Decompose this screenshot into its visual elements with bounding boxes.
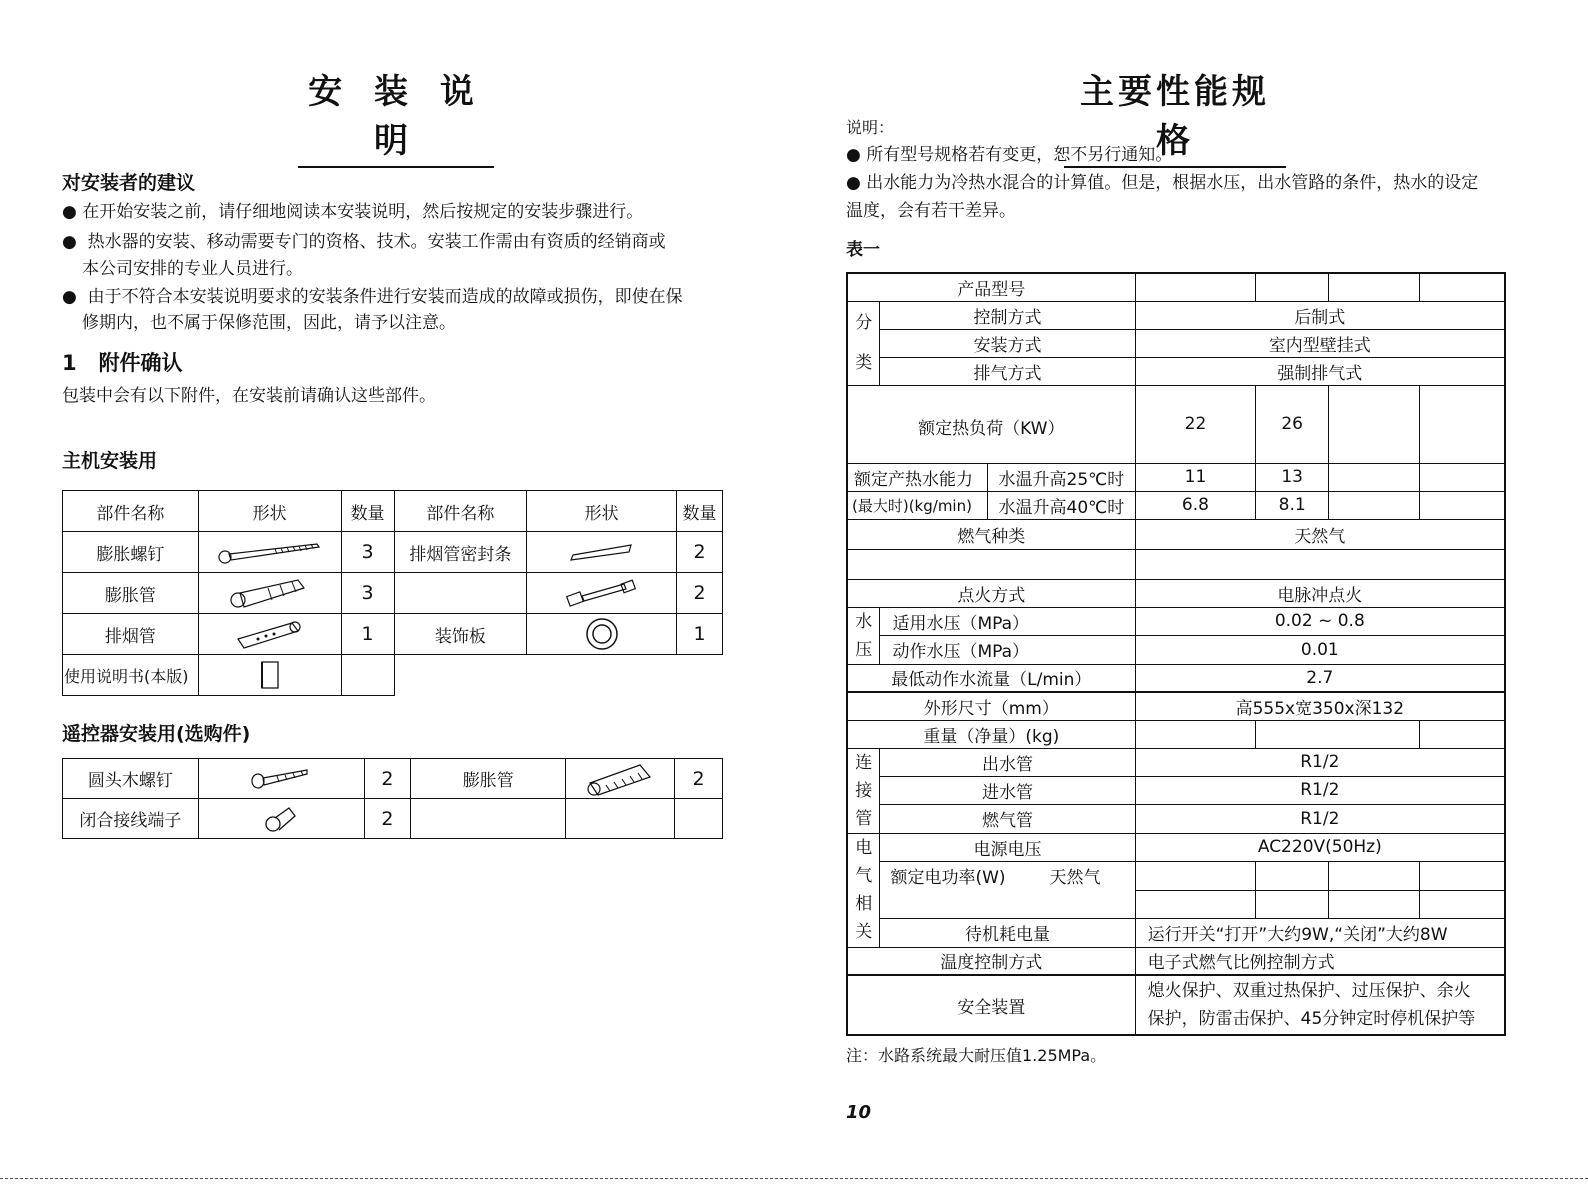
remote-accessory-table (62, 758, 723, 839)
section-1-text: 包装中会有以下附件，在安装前请确认这些部件。 (62, 386, 436, 406)
label-ignition: 点火方式 (847, 579, 1135, 607)
spec-row-in-pipe (847, 776, 1505, 804)
wood-screw-icon (198, 759, 364, 799)
label-in-pipe: 进水管 (880, 776, 1135, 804)
advice-item-3: ● 由于不符合本安装说明要求的安装条件进行安装而造成的故障或损伤，即使在保 (62, 287, 683, 307)
spec-row-weight (847, 720, 1505, 748)
spec-row-size (847, 692, 1505, 720)
empty-cell (880, 890, 1135, 918)
label-control: 控制方式 (880, 301, 1135, 329)
bottom-dashed-line (0, 1178, 1588, 1179)
pipe-icon (198, 614, 341, 655)
page-title-install: 安 装 说 明 (298, 64, 494, 168)
part-name: 圆头木螺钉 (63, 759, 199, 799)
advice-item-1: ● 在开始安装之前，请仔细地阅读本安装说明，然后按规定的安装步骤进行。 (62, 202, 644, 222)
value-cell (1419, 491, 1505, 519)
main-accessory-table (62, 490, 723, 696)
spec-row-power-blank (847, 890, 1505, 918)
empty-cell (566, 799, 675, 839)
value-cell (1256, 861, 1329, 890)
empty-cell (1135, 549, 1505, 579)
label-gas-pipe: 燃气管 (880, 805, 1135, 833)
spec-row-water-pressure-apply (847, 607, 1505, 636)
spec-row-model (847, 273, 1505, 301)
header-shape: 形状 (198, 491, 341, 532)
empty-cell (677, 655, 723, 696)
table-row (63, 532, 723, 573)
spec-table (846, 272, 1506, 1036)
part-name: 排烟管密封条 (394, 532, 527, 573)
spec-row-blank (847, 549, 1505, 579)
value-size: 高555x宽350x深132 (1135, 692, 1505, 720)
label-safety: 安全装置 (847, 975, 1135, 1035)
spec-row-power (847, 861, 1505, 890)
quantity: 1 (341, 614, 394, 655)
value-cell (1419, 273, 1505, 301)
value-cell (1256, 890, 1329, 918)
value-cell (1329, 385, 1420, 463)
label-size: 外形尺寸（mm） (847, 692, 1135, 720)
quantity: 2 (677, 532, 723, 573)
quantity: 2 (364, 799, 411, 839)
table-row (63, 655, 723, 696)
remote-install-heading: 遥控器安装用(选购件) (62, 723, 251, 745)
value-exhaust: 强制排气式 (1135, 357, 1505, 385)
label-standby: 待机耗电量 (880, 918, 1135, 947)
value-t25-2: 13 (1256, 463, 1329, 491)
header-qty: 数量 (677, 491, 723, 532)
label-wp-act: 动作水压（MPa） (880, 636, 1135, 665)
spec-row-control (847, 301, 1505, 329)
part-name: 膨胀螺钉 (63, 532, 199, 573)
value-cell (1329, 491, 1420, 519)
value-t40-1: 6.8 (1135, 491, 1256, 519)
header-shape: 形状 (527, 491, 677, 532)
label-connection: 连 接 管 (847, 748, 880, 833)
value-voltage: AC220V(50Hz) (1135, 833, 1505, 861)
note-label: 说明： (846, 118, 895, 137)
empty-cell (527, 655, 677, 696)
bolt-icon (527, 573, 677, 614)
spec-row-out-pipe (847, 748, 1505, 776)
label-temp-25: 水温升高25℃时 (988, 463, 1135, 491)
spec-row-standby (847, 918, 1505, 947)
anchor-icon (198, 573, 341, 614)
value-min-flow: 2.7 (1135, 664, 1505, 692)
terminal-icon (198, 799, 364, 839)
spec-row-voltage (847, 833, 1505, 861)
anchor-icon (566, 759, 675, 799)
label-temp-control: 温度控制方式 (847, 947, 1135, 975)
page-title-spec: 主要性能规格 (1064, 64, 1286, 168)
table-row (63, 614, 723, 655)
part-name: 装饰板 (394, 614, 527, 655)
value-cell (1329, 273, 1420, 301)
footnote: 注：水路系统最大耐压值1.25MPa。 (846, 1046, 1107, 1065)
note-item-2-cont: 温度，会有若干差异。 (846, 201, 1016, 221)
value-cell (1329, 861, 1420, 890)
spec-row-capacity-40 (847, 491, 1505, 519)
table-label: 表一 (846, 240, 880, 260)
ring-icon (527, 614, 677, 655)
table-row (63, 799, 723, 839)
label-capacity-max: (最大时)(kg/min) (847, 491, 988, 519)
part-name: 排烟管 (63, 614, 199, 655)
value-cell (1419, 720, 1505, 748)
note-item-1: ● 所有型号规格若有变更，恕不另行通知。 (846, 145, 1173, 165)
value-safety: 熄火保护、双重过热保护、过压保护、余火 保护，防雷击保护、45分钟定时停机保护等 (1135, 975, 1505, 1035)
table-row (63, 573, 723, 614)
advice-item-2: ● 热水器的安装、移动需要专门的资格、技术。安装工作需由有资质的经销商或 (62, 232, 666, 252)
part-name: 膨胀管 (63, 573, 199, 614)
value-cell (1135, 273, 1256, 301)
label-water-pressure: 水 压 (847, 607, 880, 664)
part-name (394, 573, 527, 614)
value-temp-control: 电子式燃气比例控制方式 (1135, 947, 1505, 975)
empty-cell (847, 549, 1135, 579)
value-ignition: 电脉冲点火 (1135, 579, 1505, 607)
value-wp-apply: 0.02 ~ 0.8 (1135, 607, 1505, 636)
label-weight: 重量（净量）(kg) (847, 720, 1135, 748)
value-standby: 运行开关“打开”大约9W,“关闭”大约8W (1135, 918, 1505, 947)
value-cell (1256, 720, 1419, 748)
quantity (341, 655, 394, 696)
part-name: 闭合接线端子 (63, 799, 199, 839)
value-cell (1329, 463, 1420, 491)
spec-row-safety (847, 975, 1505, 1035)
table-row (63, 759, 723, 799)
spec-row-exhaust (847, 357, 1505, 385)
value-cell (1135, 861, 1256, 890)
value-control: 后制式 (1135, 301, 1505, 329)
quantity: 2 (364, 759, 411, 799)
value-cell (1135, 890, 1256, 918)
header-part-name: 部件名称 (394, 491, 527, 532)
header-part-name: 部件名称 (63, 491, 199, 532)
main-install-heading: 主机安装用 (62, 450, 158, 472)
page-number: 10 (846, 1102, 872, 1123)
spec-row-water-pressure-act (847, 636, 1505, 665)
quantity: 2 (677, 573, 723, 614)
advice-item-2-cont: 本公司安排的专业人员进行。 (82, 259, 303, 279)
value-t25-1: 11 (1135, 463, 1256, 491)
label-category: 分 类 (847, 301, 880, 385)
spec-row-temp-control (847, 947, 1505, 975)
spec-row-heat-load (847, 385, 1505, 463)
part-name: 膨胀管 (411, 759, 566, 799)
manual-icon (198, 655, 341, 696)
value-cell (1419, 463, 1505, 491)
table-header-row (63, 491, 723, 532)
part-name: 使用说明书(本版) (63, 655, 199, 696)
label-gas-type: 燃气种类 (847, 519, 1135, 549)
value-t40-2: 8.1 (1256, 491, 1329, 519)
strip-icon (527, 532, 677, 573)
value-cell (1135, 720, 1256, 748)
empty-cell (411, 799, 566, 839)
quantity: 3 (341, 532, 394, 573)
spec-row-gas-type (847, 519, 1505, 549)
advice-heading: 对安装者的建议 (62, 172, 196, 194)
value-heat-load-2: 26 (1256, 385, 1329, 463)
label-min-flow: 最低动作水流量（L/min） (847, 664, 1135, 692)
section-1-heading: 1 附件确认 (62, 351, 183, 375)
label-electrical: 电 气 相 关 (847, 833, 880, 947)
value-gas-pipe: R1/2 (1135, 805, 1505, 833)
spec-row-install (847, 329, 1505, 357)
label-wp-apply: 适用水压（MPa） (880, 607, 1135, 636)
label-model: 产品型号 (847, 273, 1135, 301)
value-in-pipe: R1/2 (1135, 776, 1505, 804)
label-capacity: 额定产热水能力 (847, 463, 988, 491)
quantity: 2 (675, 759, 723, 799)
screw-icon (198, 532, 341, 573)
advice-item-3-cont: 修期内，也不属于保修范围，因此，请予以注意。 (82, 313, 456, 333)
value-cell (1419, 861, 1505, 890)
label-power: 额定电功率(W) 天然气 (880, 861, 1135, 890)
empty-cell (394, 655, 527, 696)
value-cell (1419, 890, 1505, 918)
header-qty: 数量 (341, 491, 394, 532)
value-cell (1419, 385, 1505, 463)
spec-row-ignition (847, 579, 1505, 607)
spec-row-min-flow (847, 664, 1505, 692)
label-heat-load: 额定热负荷（KW） (847, 385, 1135, 463)
label-voltage: 电源电压 (880, 833, 1135, 861)
label-temp-40: 水温升高40℃时 (988, 491, 1135, 519)
value-gas-type: 天然气 (1135, 519, 1505, 549)
label-exhaust: 排气方式 (880, 357, 1135, 385)
value-cell (1329, 890, 1420, 918)
value-out-pipe: R1/2 (1135, 748, 1505, 776)
value-install: 室内型壁挂式 (1135, 329, 1505, 357)
label-install: 安装方式 (880, 329, 1135, 357)
empty-cell (675, 799, 723, 839)
value-wp-act: 0.01 (1135, 636, 1505, 665)
value-cell (1256, 273, 1329, 301)
quantity: 1 (677, 614, 723, 655)
note-item-2: ● 出水能力为冷热水混合的计算值。但是，根据水压，出水管路的条件，热水的设定 (846, 173, 1479, 193)
label-out-pipe: 出水管 (880, 748, 1135, 776)
value-heat-load-1: 22 (1135, 385, 1256, 463)
spec-row-gas-pipe (847, 805, 1505, 833)
quantity: 3 (341, 573, 394, 614)
spec-row-capacity-25 (847, 463, 1505, 491)
